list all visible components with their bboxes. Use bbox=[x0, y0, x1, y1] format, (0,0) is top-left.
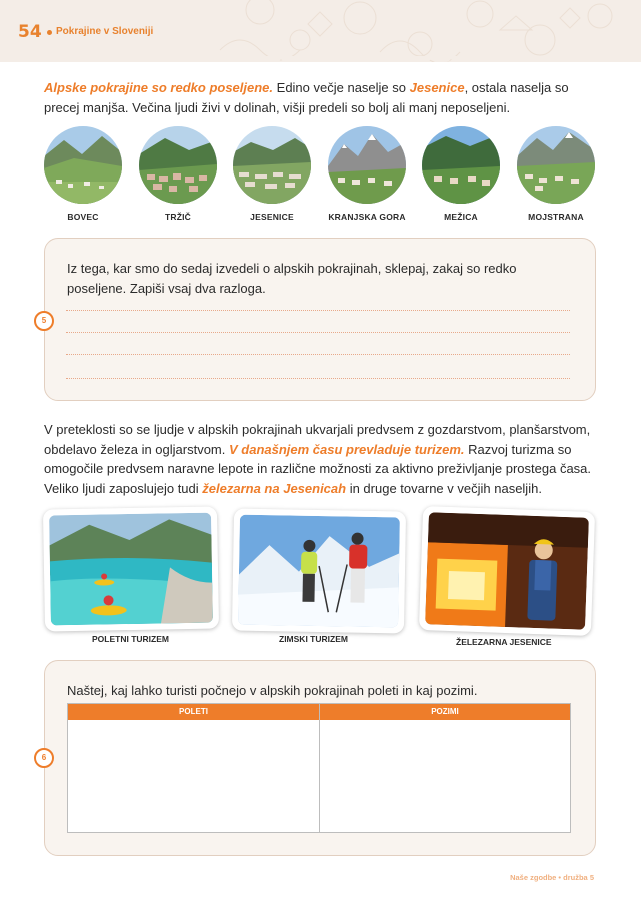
photo-caption: ŽELEZARNA JESENICE bbox=[456, 637, 552, 647]
chapter-title: Pokrajine v Sloveniji bbox=[56, 26, 154, 37]
answer-line[interactable] bbox=[66, 332, 570, 333]
photo-summer-tourism bbox=[43, 506, 219, 631]
town-photo-row bbox=[44, 126, 596, 226]
town-photo bbox=[44, 126, 122, 204]
intro-text-1: Edino večje naselje so bbox=[273, 80, 410, 95]
history-highlight-2: železarna na Jesenicah bbox=[202, 480, 347, 496]
summer-answer-cell[interactable] bbox=[68, 720, 319, 832]
town-kranjska-gora bbox=[328, 126, 406, 222]
exercise-5-prompt: Iz tega, kar smo do sedaj izvedeli o alpskih pokrajinah, sklepaj, zakaj so redko poseljene. Zapiši vsaj dva razloga. bbox=[67, 261, 517, 296]
town-label: KRANJSKA GORA bbox=[328, 212, 406, 222]
intro-highlight-2: Jesenice bbox=[409, 80, 465, 95]
intro-paragraph bbox=[44, 78, 596, 117]
exercise-6-number: 6 bbox=[34, 748, 54, 768]
header-scalloped-edge bbox=[0, 56, 641, 66]
intro-text-2: , ostala naselja so precej manjša. Večina ljudi živi v dolinah, višji predeli so bolj ali manj neposeljeni. bbox=[44, 80, 569, 115]
page-footer: Naše zgodbe • družba 5 bbox=[510, 873, 594, 882]
answer-table bbox=[67, 703, 571, 833]
answer-line[interactable] bbox=[66, 310, 570, 311]
town-photo bbox=[139, 126, 217, 204]
town-jesenice bbox=[233, 126, 311, 222]
town-label: TRŽIČ bbox=[164, 212, 192, 222]
photo-steelworks bbox=[419, 506, 595, 636]
history-text-2: Razvoj turizma so omogočile predvsem naravne lepote in različne možnosti za aktivno preživljanje prostega časa. Veliko ljudi zaposlujejo tudi bbox=[44, 441, 592, 496]
winter-answer-cell[interactable] bbox=[320, 720, 570, 832]
intro-highlight-1: Alpske pokrajine so redko poseljene. bbox=[44, 80, 274, 95]
town-bovec bbox=[44, 126, 122, 222]
history-paragraph bbox=[44, 420, 596, 498]
town-photo bbox=[328, 126, 406, 204]
column-header-summer: POLETI bbox=[179, 707, 208, 716]
photo-caption: ZIMSKI TURIZEM bbox=[279, 634, 348, 644]
town-mezica bbox=[422, 126, 500, 222]
answer-line[interactable] bbox=[66, 354, 570, 355]
photo-caption: POLETNI TURIZEM bbox=[92, 634, 169, 644]
column-header-winter: POZIMI bbox=[431, 707, 459, 716]
exercise-5-number: 5 bbox=[34, 311, 54, 331]
town-label: MEŽICA bbox=[444, 212, 478, 222]
history-text-1: V preteklosti so se ljudje v alpskih pokrajinah ukvarjali predvsem z gozdarstvom, planšarstvom, obdelavo železa in ogljarstvom. bbox=[44, 422, 591, 457]
history-highlight-1: V današnjem času prevladuje turizem. bbox=[229, 441, 465, 457]
exercise-6-prompt: Naštej, kaj lahko turisti počnejo v alpskih pokrajinah poleti in kaj pozimi. bbox=[67, 683, 478, 698]
town-mojstrana bbox=[517, 126, 595, 222]
photo-winter-tourism bbox=[232, 509, 406, 634]
bullet-icon bbox=[47, 30, 52, 35]
town-label: MOJSTRANA bbox=[528, 212, 584, 222]
town-photo bbox=[233, 126, 311, 204]
town-photo bbox=[517, 126, 595, 204]
town-photo bbox=[422, 126, 500, 204]
town-label: BOVEC bbox=[67, 212, 99, 222]
town-label: JESENICE bbox=[250, 212, 294, 222]
answer-line[interactable] bbox=[66, 378, 570, 379]
exercise-5-box bbox=[44, 238, 596, 401]
town-trzic bbox=[139, 126, 217, 222]
page-header bbox=[0, 0, 641, 62]
page-number: 54 bbox=[18, 22, 42, 42]
history-text-3: in druge tovarne v večjih naseljih. bbox=[346, 480, 542, 496]
